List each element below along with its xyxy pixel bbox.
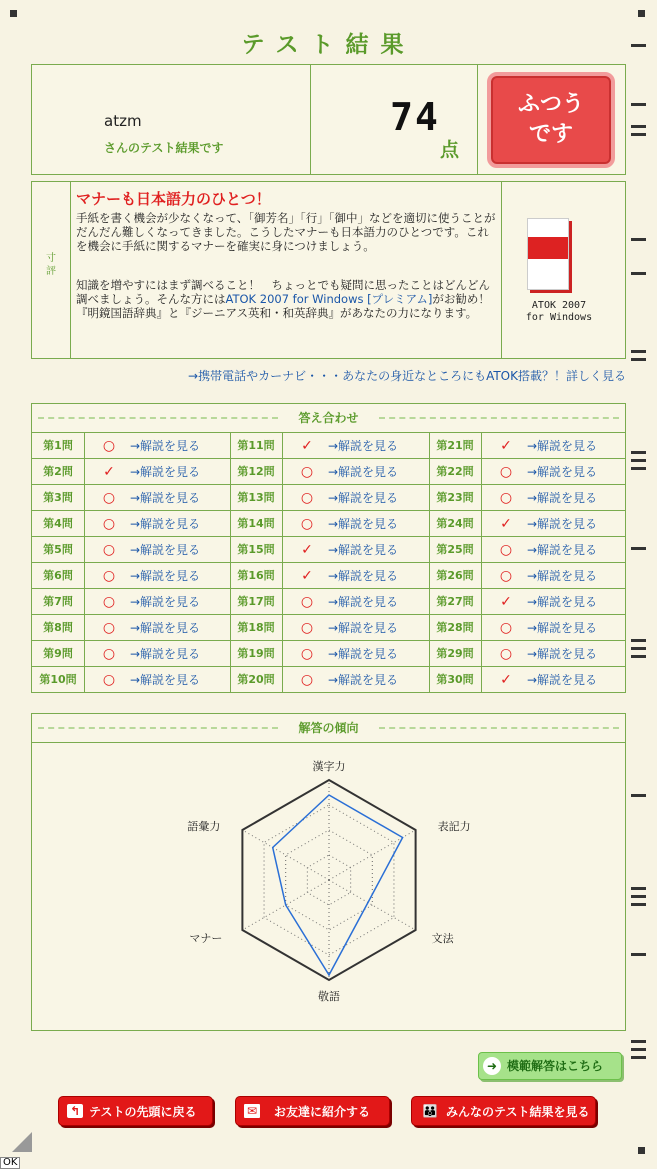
question-number: 第29問	[436, 647, 474, 660]
correct-circle-icon: ○	[499, 620, 513, 636]
correct-circle-icon: ○	[102, 438, 116, 454]
radar-axis-label: 文法	[431, 932, 454, 945]
envelope-icon: ✉	[244, 1104, 260, 1118]
explanation-link[interactable]: →解説を見る	[130, 569, 201, 583]
score-value: 74	[390, 95, 440, 139]
radar-chart	[32, 742, 627, 1032]
correct-circle-icon: ○	[499, 542, 513, 558]
correct-circle-icon: ○	[102, 620, 116, 636]
corner-marker	[638, 10, 645, 17]
question-number: 第5問	[43, 543, 73, 556]
model-answer-button[interactable]: ➜ 模範解答はこちら	[478, 1052, 622, 1080]
rating-line2: です	[528, 122, 573, 147]
correct-circle-icon: ○	[102, 672, 116, 688]
question-number: 第22問	[436, 465, 474, 478]
explanation-link[interactable]: →解説を見る	[527, 569, 598, 583]
explanation-link[interactable]: →解説を見る	[527, 621, 598, 635]
answers-heading: 答え合わせ	[38, 409, 619, 425]
correct-circle-icon: ○	[499, 464, 513, 480]
explanation-link[interactable]: →解説を見る	[130, 673, 201, 687]
explanation-link[interactable]: →解説を見る	[328, 595, 399, 609]
question-number: 第16問	[237, 569, 275, 582]
tendency-heading: 解答の傾向	[38, 719, 619, 735]
correct-circle-icon: ○	[102, 542, 116, 558]
explanation-link[interactable]: →解説を見る	[527, 439, 598, 453]
explanation-link[interactable]: →解説を見る	[130, 647, 201, 661]
question-number: 第19問	[237, 647, 275, 660]
correct-circle-icon: ○	[102, 568, 116, 584]
people-icon: 👪	[422, 1104, 438, 1118]
question-number: 第6問	[43, 569, 73, 582]
correct-circle-icon: ○	[499, 568, 513, 584]
incorrect-check-icon: ✓	[301, 542, 313, 558]
review-paragraph-2: 知識を増やすにはまず調べること！ ちょっとでも疑問に思ったことはどんどん調べましょう。そんな方にはATOK 2007 for Windows [プレミアム]がお勧め！ 『明鏡国語辞典』と『ジーニアス英和・和英辞典』があなたの力になります。	[76, 278, 502, 320]
atok-devices-link[interactable]: →携帯電話やカーナビ・・・あなたの身近なところにもATOK搭載？！詳しく見る	[188, 369, 626, 383]
question-number: 第4問	[43, 517, 73, 530]
tell-friend-button[interactable]: ✉ お友達に紹介する	[235, 1096, 390, 1126]
incorrect-check-icon: ✓	[500, 438, 512, 454]
user-result-caption: さんのテスト結果です	[104, 141, 224, 155]
answer-row	[32, 484, 625, 511]
question-number: 第10問	[39, 673, 77, 686]
status-ok: OK	[0, 1157, 20, 1169]
question-number: 第18問	[237, 621, 275, 634]
corner-marker	[10, 10, 17, 17]
question-number: 第24問	[436, 517, 474, 530]
explanation-link[interactable]: →解説を見る	[328, 517, 399, 531]
correct-circle-icon: ○	[102, 490, 116, 506]
incorrect-check-icon: ✓	[103, 464, 115, 480]
question-number: 第20問	[237, 673, 275, 686]
question-number: 第17問	[237, 595, 275, 608]
explanation-link[interactable]: →解説を見る	[328, 439, 399, 453]
explanation-link[interactable]: →解説を見る	[527, 595, 598, 609]
grid-divider	[84, 432, 85, 692]
incorrect-check-icon: ✓	[301, 568, 313, 584]
grid-divider	[230, 432, 231, 692]
explanation-link[interactable]: →解説を見る	[328, 543, 399, 557]
answer-row	[32, 614, 625, 641]
back-to-top-button[interactable]: ↰ テストの先頭に戻る	[58, 1096, 213, 1126]
correct-circle-icon: ○	[499, 646, 513, 662]
question-number: 第30問	[436, 673, 474, 686]
correct-circle-icon: ○	[300, 646, 314, 662]
incorrect-check-icon: ✓	[500, 594, 512, 610]
correct-circle-icon: ○	[102, 646, 116, 662]
question-number: 第28問	[436, 621, 474, 634]
answer-row	[32, 458, 625, 485]
incorrect-check-icon: ✓	[500, 672, 512, 688]
question-number: 第25問	[436, 543, 474, 556]
explanation-link[interactable]: →解説を見る	[527, 543, 598, 557]
answers-grid	[32, 432, 625, 692]
explanation-link[interactable]: →解説を見る	[328, 491, 399, 505]
review-paragraph-1: 手紙を書く機会が少なくなって、「御芳名」「行」「御中」などを適切に使うことがだんだん難しくなってきました。こうしたマナーも日本語力のひとつです。これを機会に手紙に関するマナーを確実に身につけましょう。	[76, 211, 496, 253]
correct-circle-icon: ○	[300, 464, 314, 480]
correct-circle-icon: ○	[300, 490, 314, 506]
score-unit: 点	[440, 139, 460, 161]
correct-circle-icon: ○	[499, 490, 513, 506]
correct-circle-icon: ○	[300, 620, 314, 636]
question-number: 第1問	[43, 439, 73, 452]
question-number: 第9問	[43, 647, 73, 660]
return-arrow-icon: ↰	[67, 1104, 83, 1118]
question-number: 第8問	[43, 621, 73, 634]
explanation-link[interactable]: →解説を見る	[130, 465, 201, 479]
review-label: 寸 評	[46, 253, 56, 277]
radar-axis-label: 表記力	[437, 820, 471, 833]
question-number: 第12問	[237, 465, 275, 478]
explanation-link[interactable]: →解説を見る	[130, 543, 201, 557]
correct-circle-icon: ○	[102, 516, 116, 532]
explanation-link[interactable]: →解説を見る	[527, 517, 598, 531]
review-heading: マナーも日本語力のひとつ！	[76, 190, 271, 208]
grid-divider	[481, 432, 482, 692]
corner-marker	[638, 1147, 645, 1154]
answer-row	[32, 562, 625, 589]
question-number: 第2問	[43, 465, 73, 478]
explanation-link[interactable]: →解説を見る	[130, 595, 201, 609]
page-title: テスト結果	[241, 32, 416, 58]
answer-row	[32, 510, 625, 537]
explanation-link[interactable]: →解説を見る	[130, 621, 201, 635]
score-panel	[31, 64, 626, 175]
explanation-link[interactable]: →解説を見る	[130, 439, 201, 453]
explanation-link[interactable]: →解説を見る	[130, 491, 201, 505]
user-name: atzm	[104, 112, 142, 130]
explanation-link[interactable]: →解説を見る	[527, 647, 598, 661]
explanation-link[interactable]: →解説を見る	[328, 673, 399, 687]
question-number: 第21問	[436, 439, 474, 452]
correct-circle-icon: ○	[300, 594, 314, 610]
question-number: 第13問	[237, 491, 275, 504]
incorrect-check-icon: ✓	[500, 516, 512, 532]
atok-product-image[interactable]	[527, 218, 569, 290]
grid-divider	[282, 432, 283, 692]
question-number: 第23問	[436, 491, 474, 504]
answer-row	[32, 432, 625, 459]
correct-circle-icon: ○	[300, 516, 314, 532]
correct-circle-icon: ○	[300, 672, 314, 688]
question-number: 第27問	[436, 595, 474, 608]
explanation-link[interactable]: →解説を見る	[328, 621, 399, 635]
incorrect-check-icon: ✓	[301, 438, 313, 454]
tendency-panel	[31, 713, 626, 1031]
radar-axis-label: マナー	[189, 932, 223, 945]
atok-premium-link[interactable]: ATOK 2007 for Windows [プレミアム]	[225, 292, 433, 306]
explanation-link[interactable]: →解説を見る	[527, 491, 598, 505]
question-number: 第15問	[237, 543, 275, 556]
answer-row	[32, 666, 625, 693]
radar-axis-label: 敬語	[318, 990, 340, 1003]
everyone-results-button[interactable]: 👪 みんなのテスト結果を見る	[411, 1096, 596, 1126]
corner-fold	[12, 1132, 32, 1152]
review-panel	[31, 181, 626, 359]
rating-line1: ふつう	[517, 92, 584, 117]
explanation-link[interactable]: →解説を見る	[130, 517, 201, 531]
answers-panel	[31, 403, 626, 693]
answer-row	[32, 536, 625, 563]
question-number: 第11問	[237, 439, 275, 452]
radar-axis-label: 漢字力	[312, 760, 346, 773]
question-number: 第3問	[43, 491, 73, 504]
explanation-link[interactable]: →解説を見る	[328, 647, 399, 661]
arrow-right-icon: ➜	[483, 1057, 501, 1075]
question-number: 第26問	[436, 569, 474, 582]
rating-stamp	[487, 72, 615, 168]
grid-divider	[429, 432, 430, 692]
correct-circle-icon: ○	[102, 594, 116, 610]
atok-product-caption[interactable]: ATOK 2007 for Windows	[525, 300, 593, 323]
radar-axis-label: 語彙力	[187, 820, 221, 833]
answer-row	[32, 640, 625, 667]
explanation-link[interactable]: →解説を見る	[527, 465, 598, 479]
explanation-link[interactable]: →解説を見る	[527, 673, 598, 687]
question-number: 第14問	[237, 517, 275, 530]
question-number: 第7問	[43, 595, 73, 608]
explanation-link[interactable]: →解説を見る	[328, 569, 399, 583]
answer-row	[32, 588, 625, 615]
explanation-link[interactable]: →解説を見る	[328, 465, 399, 479]
